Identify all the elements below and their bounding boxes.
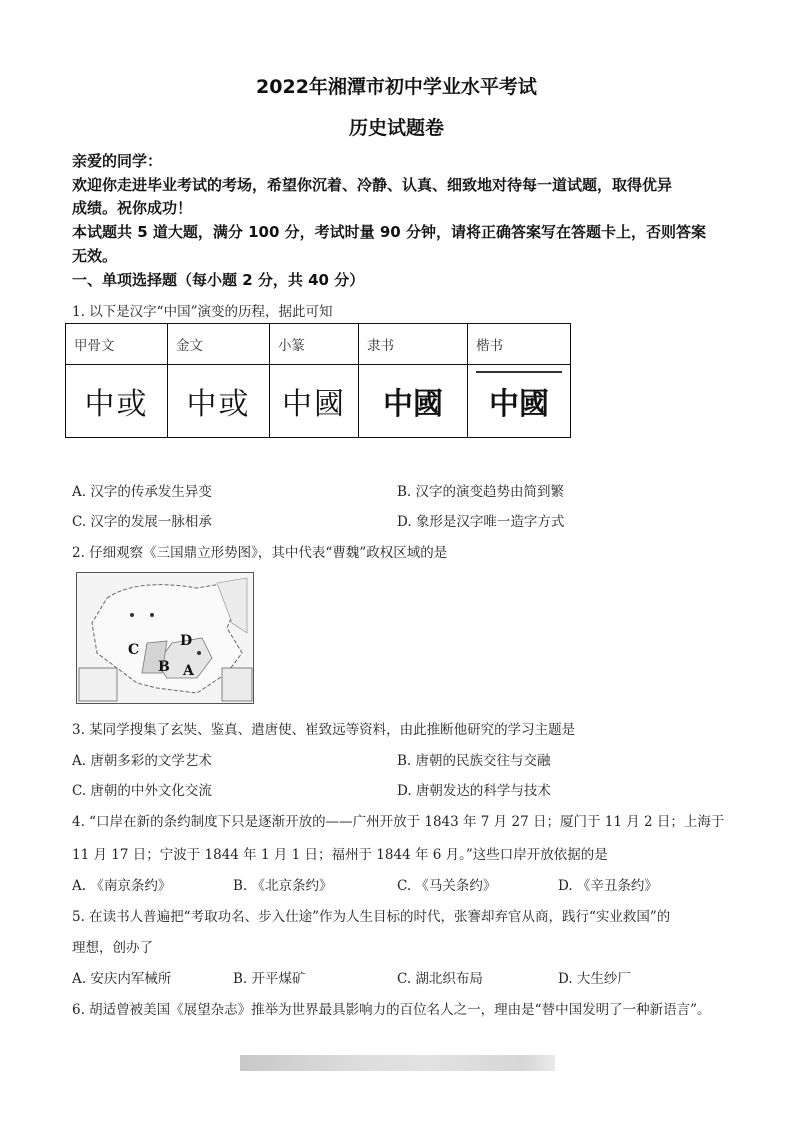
intro-line-4: 无效。 — [72, 247, 118, 265]
exam-title: 2022年湘潭市初中学业水平考试 — [256, 76, 537, 98]
question-1-option-d[interactable]: D. 象形是汉字唯一造字方式 — [397, 514, 565, 530]
character-evolution-table — [65, 323, 571, 438]
question-5-option-b[interactable]: B. 开平煤矿 — [233, 971, 306, 987]
glyph-small-seal: 中國 — [270, 365, 359, 438]
map-label-a: A — [183, 663, 194, 679]
question-2-stem: 2. 仔细观察《三国鼎立形势图》，其中代表“曹魏”政权区域的是 — [72, 545, 448, 561]
question-6-stem: 6. 胡适曾被美国《展望杂志》推举为世界最具影响力的百位名人之一，理由是“替中国发明了一种新语言”。 — [72, 1002, 711, 1018]
question-4-option-d[interactable]: D. 《辛丑条约》 — [558, 878, 658, 894]
glyph-oracle-bone: 中或 — [66, 365, 168, 438]
glyph-bronze: 中或 — [168, 365, 270, 438]
question-5-option-d[interactable]: D. 大生纱厂 — [558, 971, 631, 987]
intro-line-3: 本试题共 5 道大题，满分 100 分，考试时量 90 分钟，请将正确答案写在答题卡上，否则答案 — [72, 223, 706, 241]
intro-line-1: 欢迎你走进毕业考试的考场，希望你沉着、冷静、认真、细致地对待每一道试题，取得优异 — [72, 176, 673, 194]
table-header: 隶书 — [359, 324, 468, 365]
table-header: 甲骨文 — [66, 324, 168, 365]
exam-subtitle: 历史试题卷 — [348, 117, 444, 139]
question-4-stem-line-2: 11 月 17 日；宁波于 1844 年 1 月 1 日；福州于 1844 年 6 月。”这些口岸开放依据的是 — [72, 847, 608, 863]
map-label-b: B — [158, 659, 170, 675]
three-kingdoms-map — [76, 572, 254, 704]
question-1-option-a[interactable]: A. 汉字的传承发生异变 — [72, 484, 212, 500]
question-1-option-c[interactable]: C. 汉字的发展一脉相承 — [72, 514, 212, 530]
question-5-stem-line-2: 理想，创办了 — [72, 940, 153, 956]
question-3-option-d[interactable]: D. 唐朝发达的科学与技术 — [397, 783, 551, 799]
table-header: 楷书 — [468, 324, 571, 365]
question-4-option-b[interactable]: B. 《北京条约》 — [233, 878, 333, 894]
question-3-option-b[interactable]: B. 唐朝的民族交往与交融 — [397, 753, 551, 769]
table-header: 金文 — [168, 324, 270, 365]
question-3-option-c[interactable]: C. 唐朝的中外文化交流 — [72, 783, 212, 799]
question-5-option-c[interactable]: C. 湖北织布局 — [397, 971, 483, 987]
question-1-stem: 1. 以下是汉字“中国”演变的历程，据此可知 — [72, 304, 333, 320]
section-heading: 一、单项选择题（每小题 2 分，共 40 分） — [72, 271, 365, 289]
map-outline-icon — [77, 573, 253, 703]
question-5-stem-line-1: 5. 在读书人普遍把“考取功名、步入仕途”作为人生目标的时代，张謇却弃官从商，践行“实业救国”的 — [72, 909, 671, 925]
blurred-footer-watermark — [240, 1055, 555, 1071]
intro-line-2: 成绩。祝你成功！ — [72, 199, 193, 217]
glyph-clerical: 中國 — [359, 365, 468, 438]
question-3-option-a[interactable]: A. 唐朝多彩的文学艺术 — [72, 753, 212, 769]
glyph-regular: 中國 — [468, 365, 571, 438]
question-4-stem-line-1: 4. “口岸在新的条约制度下只是逐渐开放的——广州开放于 1843 年 7 月 27 日；厦门于 11 月 2 日；上海于 — [72, 814, 725, 830]
greeting: 亲爱的同学： — [72, 152, 163, 170]
map-label-c: C — [128, 642, 140, 658]
question-3-stem: 3. 某同学搜集了玄奘、鉴真、遣唐使、崔致远等资料，由此推断他研究的学习主题是 — [72, 722, 576, 738]
question-4-option-a[interactable]: A. 《南京条约》 — [72, 878, 172, 894]
map-label-d: D — [180, 633, 193, 649]
question-4-option-c[interactable]: C. 《马关条约》 — [397, 878, 497, 894]
question-1-option-b[interactable]: B. 汉字的演变趋势由简到繁 — [397, 484, 565, 500]
question-5-option-a[interactable]: A. 安庆内军械所 — [72, 971, 172, 987]
table-header: 小篆 — [270, 324, 359, 365]
